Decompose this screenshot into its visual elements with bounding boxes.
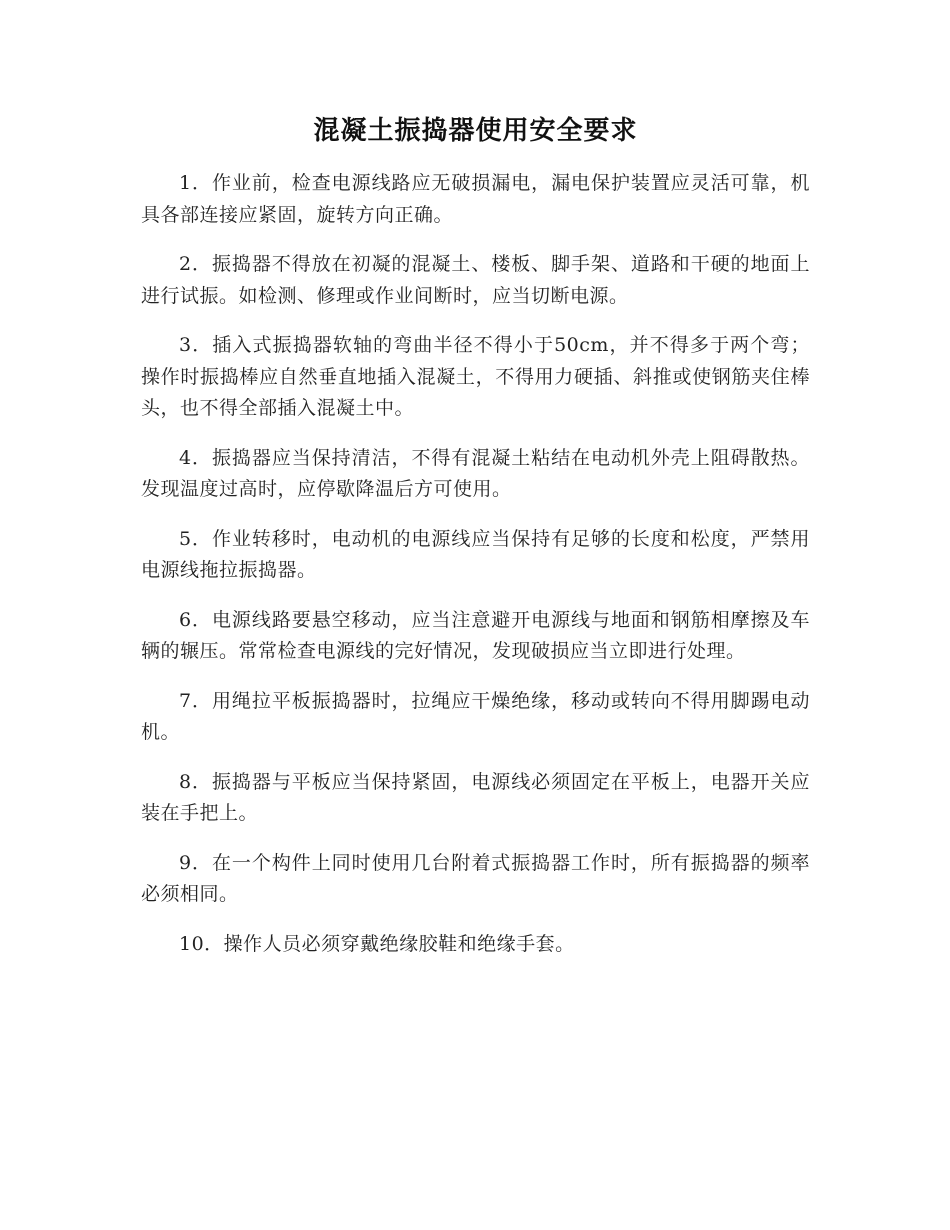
rule-item-5: 5．作业转移时，电动机的电源线应当保持有足够的长度和松度，严禁用电源线拖拉振捣器。 [141, 527, 810, 581]
rule-item-6: 6．电源线路要悬空移动，应当注意避开电源线与地面和钢筋相摩擦及车辆的辗压。常常检查电源线的完好情况，发现破损应当立即进行处理。 [141, 608, 810, 662]
rule-item-2: 2．振捣器不得放在初凝的混凝土、楼板、脚手架、道路和干硬的地面上进行试振。如检测、修理或作业间断时，应当切断电源。 [141, 253, 810, 307]
rule-item-1: 1．作业前，检查电源线路应无破损漏电，漏电保护装置应灵活可靠，机具各部连接应紧固，旋转方向正确。 [141, 172, 810, 226]
rule-item-10: 10．操作人员必须穿戴绝缘胶鞋和绝缘手套。 [179, 932, 575, 955]
rule-item-7: 7．用绳拉平板振捣器时，拉绳应干燥绝缘，移动或转向不得用脚踢电动机。 [141, 689, 810, 743]
rule-item-9: 9．在一个构件上同时使用几台附着式振捣器工作时，所有振捣器的频率必须相同。 [141, 851, 810, 905]
document-title: 混凝土振捣器使用安全要求 [313, 116, 638, 146]
rule-item-3: 3．插入式振捣器软轴的弯曲半径不得小于50cm，并不得多于两个弯；操作时振捣棒应自然垂直地插入混凝土，不得用力硬插、斜推或使钢筋夹住棒头，也不得全部插入混凝土中。 [141, 334, 810, 419]
rule-item-8: 8．振捣器与平板应当保持紧固，电源线必须固定在平板上，电器开关应装在手把上。 [141, 770, 810, 824]
rule-item-4: 4．振捣器应当保持清洁，不得有混凝土粘结在电动机外壳上阻碍散热。发现温度过高时，应停歇降温后方可使用。 [141, 446, 810, 500]
